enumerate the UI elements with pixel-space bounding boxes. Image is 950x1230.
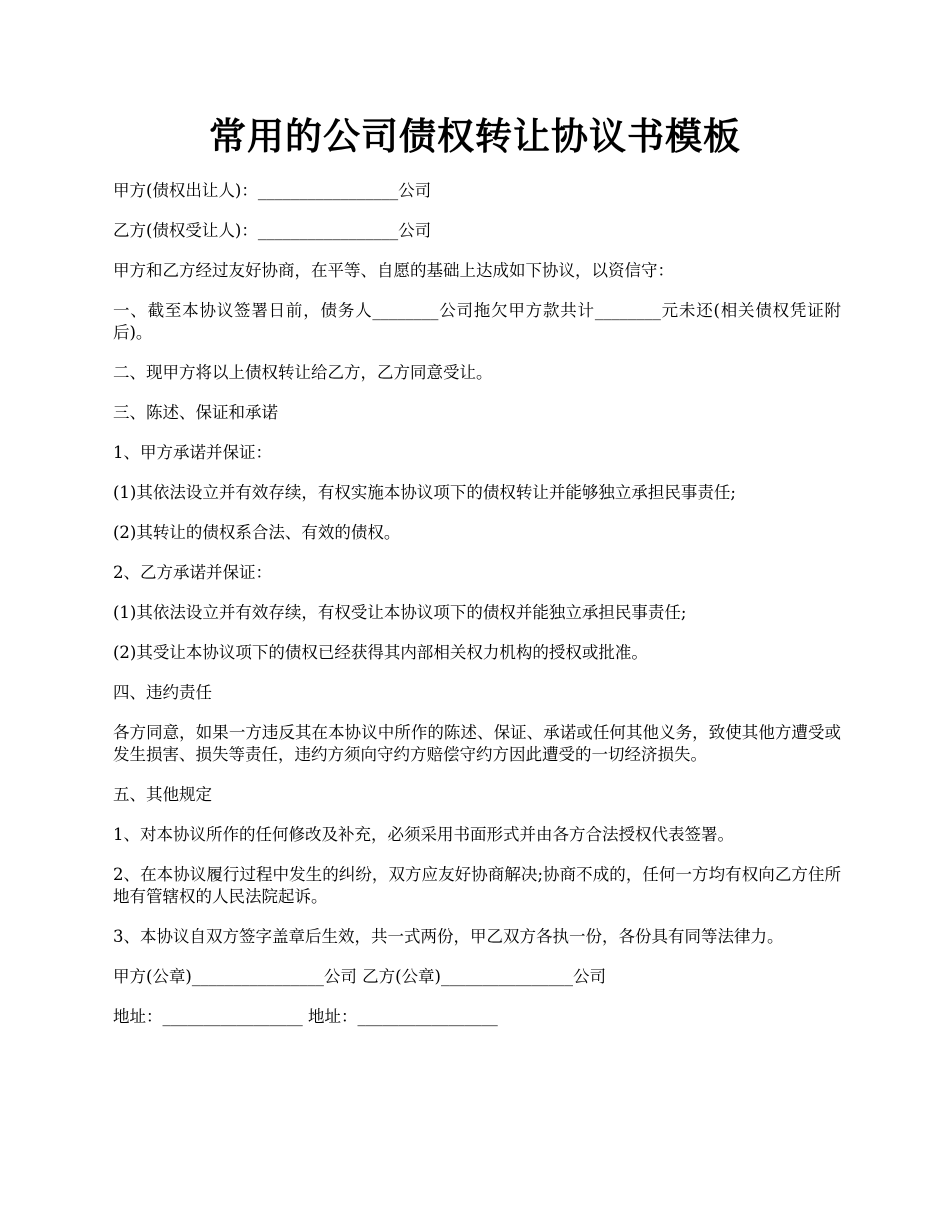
party-a-item-1: (1)其依法设立并有效存续，有权实施本协议项下的债权转让并能够独立承担民事责任; bbox=[113, 483, 736, 502]
other-item-2: 2、在本协议履行过程中发生的纠纷，双方应友好协商解决;协商不成的，任何一方均有权向乙方住所地有管辖权的人民法院起诉。 bbox=[113, 865, 841, 906]
party-b-line: 乙方(债权受让人)：_________________公司 bbox=[113, 221, 432, 240]
section-heading-4: 四、违约责任 bbox=[113, 683, 212, 702]
preamble: 甲方和乙方经过友好协商，在平等、自愿的基础上达成如下协议，以资信守： bbox=[113, 261, 674, 280]
other-item-3: 3、本协议自双方签字盖章后生效，共一式两份，甲乙双方各执一份，各份具有同等法律力。 bbox=[113, 927, 784, 946]
party-a-line: 甲方(债权出让人)：_________________公司 bbox=[113, 181, 432, 200]
document-title: 常用的公司债权转让协议书模板 bbox=[209, 114, 741, 158]
other-item-1: 1、对本协议所作的任何修改及补充，必须采用书面形式并由各方合法授权代表签署。 bbox=[113, 825, 734, 844]
party-a-item-2: (2)其转让的债权系合法、有效的债权。 bbox=[113, 523, 401, 542]
section-heading-5: 五、其他规定 bbox=[113, 785, 212, 804]
party-b-item-2: (2)其受让本协议项下的债权已经获得其内部相关权力机构的授权或批准。 bbox=[113, 643, 648, 662]
subsection-party-a: 1、甲方承诺并保证： bbox=[113, 443, 272, 462]
signature-line: 甲方(公章)________________公司 乙方(公章)________________公司 bbox=[113, 967, 606, 986]
breach-clause: 各方同意，如果一方违反其在本协议中所作的陈述、保证、承诺或任何其他义务，致使其他方遭受或发生损害、损失等责任，违约方须向守约方赔偿守约方因此遭受的一切经济损失。 bbox=[113, 723, 841, 764]
party-b-item-1: (1)其依法设立并有效存续，有权受让本协议项下的债权并能独立承担民事责任; bbox=[113, 603, 687, 622]
document-body bbox=[113, 180, 841, 1046]
section-heading-3: 三、陈述、保证和承诺 bbox=[113, 403, 278, 422]
clause-1: 一、截至本协议签署日前，债务人________公司拖欠甲方款共计________元未还(相关债权凭证附后)。 bbox=[113, 301, 841, 342]
subsection-party-b: 2、乙方承诺并保证： bbox=[113, 563, 272, 582]
address-line: 地址：_________________ 地址：_________________ bbox=[113, 1007, 498, 1026]
clause-2: 二、现甲方将以上债权转让给乙方，乙方同意受让。 bbox=[113, 363, 493, 382]
